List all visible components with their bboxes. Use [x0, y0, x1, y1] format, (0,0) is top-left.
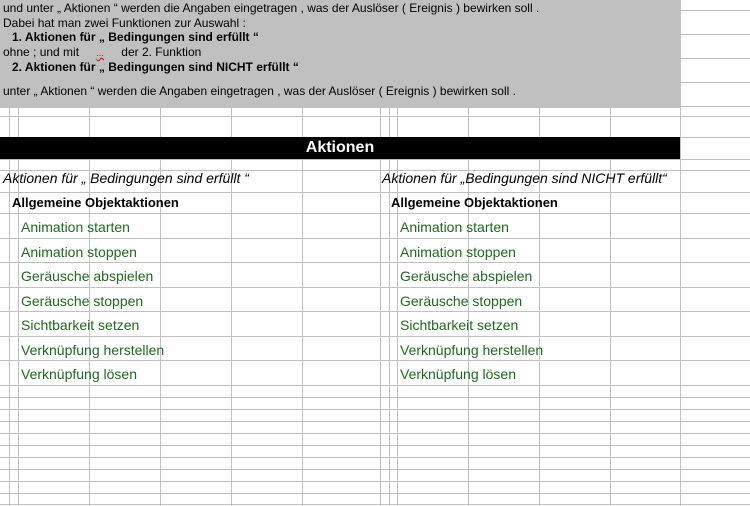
right-action-item[interactable]: Verknüpfung herstellen [400, 342, 544, 358]
banner-title: Aktionen [305, 139, 375, 156]
row-line [0, 469, 750, 470]
right-action-item[interactable]: Animation stoppen [400, 244, 516, 260]
row-line [0, 433, 750, 434]
row-line [0, 409, 750, 410]
right-action-item[interactable]: Animation starten [400, 219, 509, 235]
row-line [681, 106, 750, 107]
col-line [610, 108, 611, 506]
row-line [681, 10, 750, 11]
row-line [0, 385, 750, 386]
left-group-heading: Allgemeine Objektaktionen [12, 195, 179, 210]
intro-item-1: 1. Aktionen für „ Bedingungen sind erfüllt “ [12, 30, 259, 44]
row-line [0, 262, 750, 263]
left-action-item[interactable]: Animation starten [21, 219, 130, 235]
instruction-box [0, 0, 680, 108]
spelling-marker: ... [96, 48, 104, 58]
row-line [0, 504, 750, 505]
row-line [0, 311, 750, 312]
row-line [0, 493, 750, 494]
right-action-item[interactable]: Geräusche abspielen [400, 268, 533, 284]
intro-line-1: und unter „ Aktionen “ werden die Angaben eingetragen , was der Auslöser ( Ereignis ) bewirken soll . [3, 1, 540, 15]
row-line [0, 360, 750, 361]
left-action-item[interactable]: Animation stoppen [21, 244, 137, 260]
row-line [0, 116, 750, 117]
row-line [681, 58, 750, 59]
row-line [0, 421, 750, 422]
row-line [0, 213, 750, 214]
col-line [160, 108, 161, 506]
left-action-item[interactable]: Geräusche stoppen [21, 293, 144, 309]
row-line [681, 82, 750, 83]
left-action-item[interactable]: Sichtbarkeit setzen [21, 317, 140, 333]
row-line [0, 287, 750, 288]
right-action-item[interactable]: Geräusche stoppen [400, 293, 523, 309]
col-line [380, 108, 381, 506]
col-line [18, 108, 19, 506]
intro-line-2: Dabei hat man zwei Funktionen zur Auswahl : [3, 16, 246, 30]
col-line [302, 108, 303, 506]
row-line [0, 192, 750, 193]
col-line [9, 108, 10, 506]
left-column-heading: Aktionen für „ Bedingungen sind erfüllt “ [3, 170, 249, 186]
col-line [397, 108, 398, 506]
intro-line-3: unter „ Aktionen “ werden die Angaben eingetragen , was der Auslöser ( Ereignis ) bewirken soll . [3, 84, 516, 98]
row-line [0, 159, 750, 160]
col-line [680, 0, 681, 506]
actions-banner [0, 137, 680, 159]
right-column-heading: Aktionen für „Bedingungen sind NICHT erfüllt“ [382, 170, 667, 186]
right-action-item[interactable]: Sichtbarkeit setzen [400, 317, 519, 333]
col-line [389, 108, 390, 506]
row-line [0, 238, 750, 239]
row-line [0, 457, 750, 458]
ohne-prefix: ohne ; und mit [3, 45, 80, 59]
left-action-item[interactable]: Verknüpfung lösen [21, 366, 137, 382]
row-line [0, 445, 750, 446]
row-line [0, 481, 750, 482]
col-line [539, 108, 540, 506]
col-line [231, 108, 232, 506]
left-action-item[interactable]: Geräusche abspielen [21, 268, 154, 284]
right-action-item[interactable]: Verknüpfung lösen [400, 366, 516, 382]
right-group-heading: Allgemeine Objektaktionen [391, 195, 558, 210]
left-action-item[interactable]: Verknüpfung herstellen [21, 342, 165, 358]
row-line [681, 34, 750, 35]
row-line [0, 336, 750, 337]
intro-item-2: 2. Aktionen für „ Bedingungen sind NICHT erfüllt “ [12, 60, 299, 74]
row-line [0, 397, 750, 398]
ohne-suffix: der 2. Funktion [121, 45, 202, 59]
